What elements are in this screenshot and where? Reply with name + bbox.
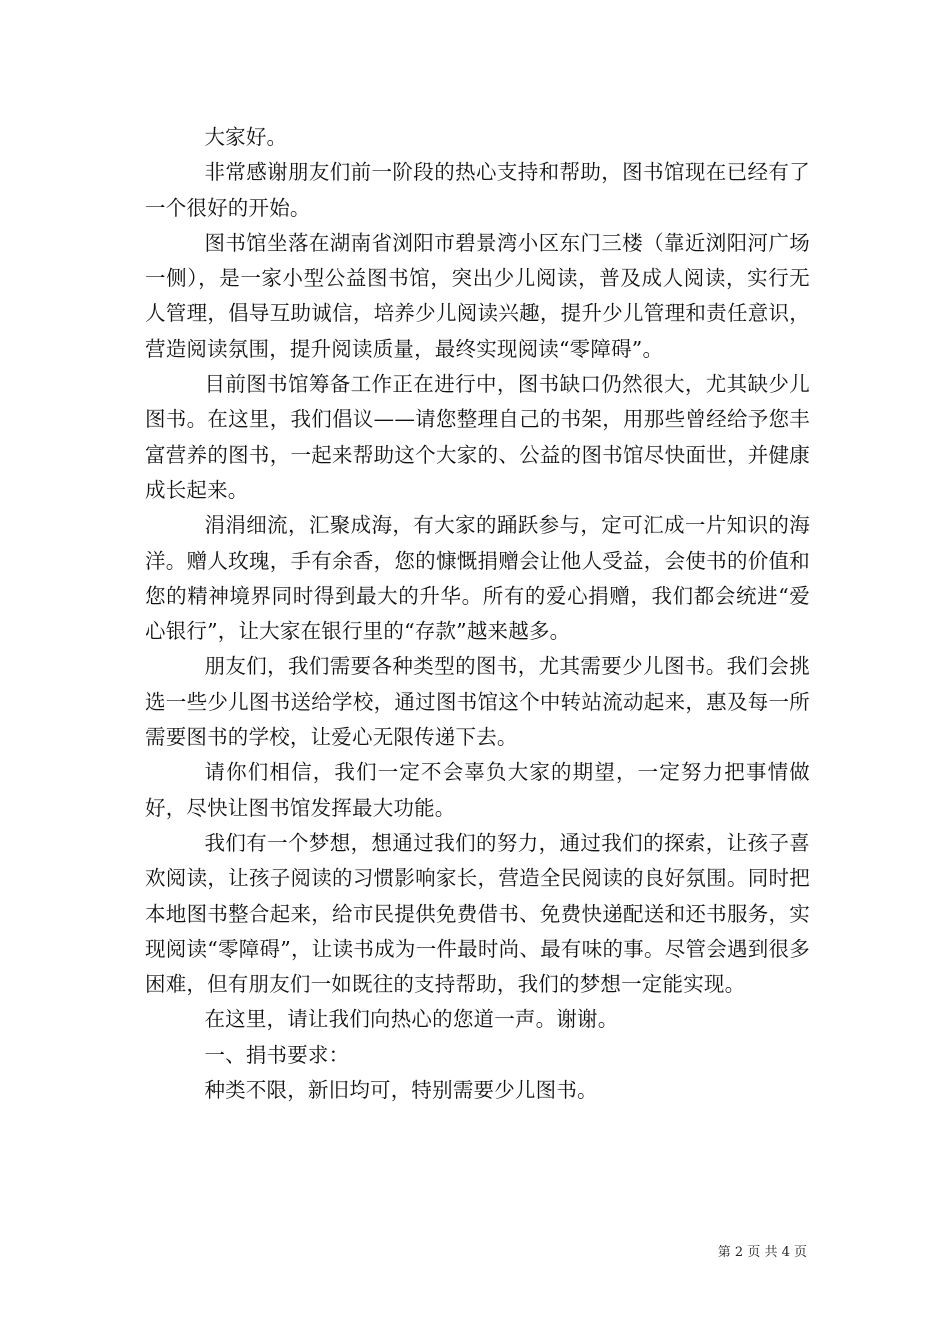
paragraph-greeting: 大家好。 (204, 125, 288, 149)
paragraph-requirements: 种类不限，新旧均可，特别需要少儿图书。 (204, 1078, 598, 1103)
paragraph-dream: 我们有一个梦想，想通过我们的努力，通过我们的探索，让孩子喜欢阅读，让孩子阅读的习惯影响家长，营造全民阅读的良好氛围。同时把本地图书整合起来，给市民提供免费借书、免费快递配送和还书服务，实现阅读“零障碍”，让读书成为一件最时尚、最有味的事。尽管会遇到很多困难，但有朋友们一如既往的支持帮助，我们的梦想一定能实现。 (145, 830, 810, 997)
paragraph-book-types: 朋友们，我们需要各种类型的图书，尤其需要少儿图书。我们会挑选一些少儿图书送给学校，通过图书馆这个中转站流动起来，惠及每一所需要图书的学校，让爱心无限传递下去。 (145, 654, 810, 750)
paragraph-preparation: 目前图书馆筹备工作正在进行中，图书缺口仍然很大，尤其缺少儿图书。在这里，我们倡议——请您整理自己的书架，用那些曾经给予您丰富营养的图书，一起来帮助这个大家的、公益的图书馆尽快面世，并健康成长起来。 (145, 372, 810, 502)
paragraph-promise: 请你们相信，我们一定不会辜负大家的期望，一定努力把事情做好，尽快让图书馆发挥最大功能。 (145, 760, 810, 820)
paragraph-library-location: 图书馆坐落在湖南省浏阳市碧景湾小区东门三楼（靠近浏阳河广场一侧），是一家小型公益图书馆，突出少儿阅读，普及成人阅读，实行无人管理，倡导互助诚信，培养少儿阅读兴趣，提升少儿管理和责任意识，营造阅读氛围，提升阅读质量，最终实现阅读“零障碍”。 (145, 230, 810, 361)
page-number: 第 2 页 共 4 页 (717, 1245, 807, 1260)
document-body (145, 120, 810, 1108)
paragraph-gratitude: 在这里，请让我们向热心的您道一声。谢谢。 (204, 1007, 619, 1032)
paragraph-thanks: 非常感谢朋友们前一阶段的热心支持和帮助，图书馆现在已经有了一个很好的开始。 (145, 160, 810, 220)
paragraph-donation-value: 涓涓细流，汇聚成海，有大家的踊跃参与，定可汇成一片知识的海洋。赠人玫瑰，手有余香，您的慷慨捐赠会让他人受益，会使书的价值和您的精神境界同时得到最大的升华。所有的爱心捐赠，我们都会统进“爱心银行”，让大家在银行里的“存款”越来越多。 (145, 513, 810, 644)
section-heading-requirements: 一、捐书要求： (204, 1042, 350, 1067)
